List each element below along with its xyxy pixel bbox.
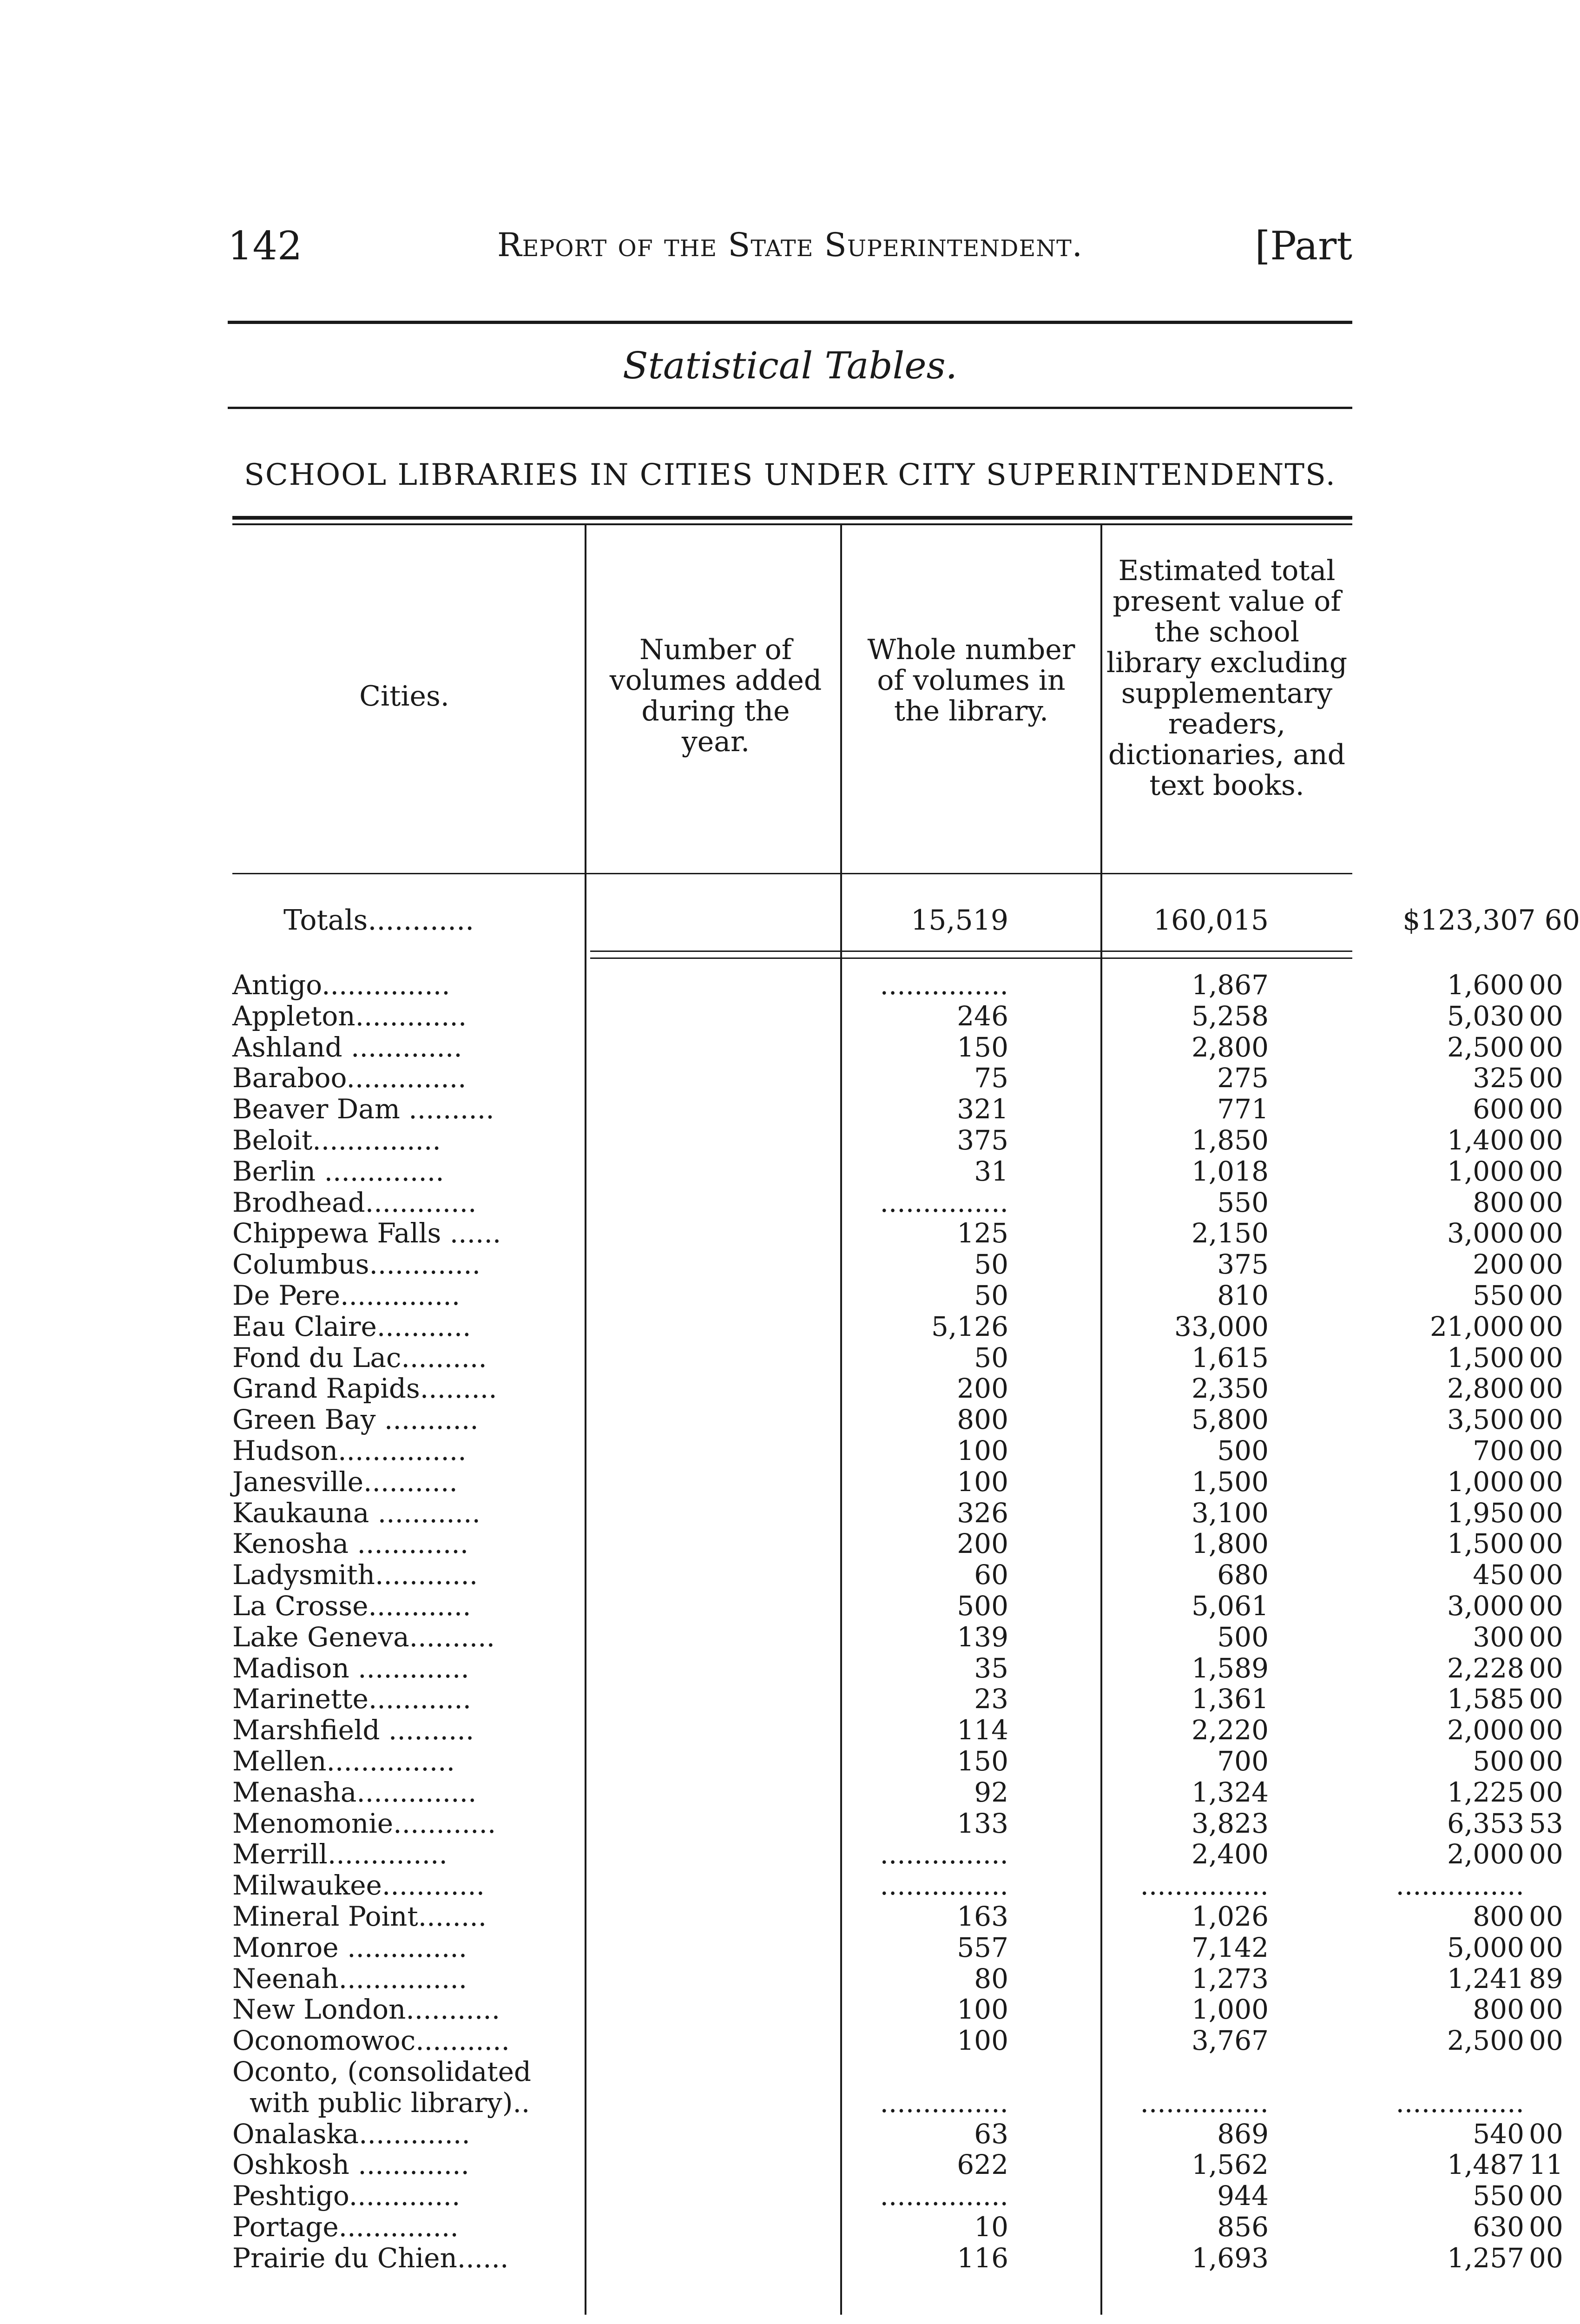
volumes-whole: ............... [1140, 2086, 1269, 2119]
table-row [232, 1745, 1563, 1777]
library-value-cents: 00 [1529, 1714, 1563, 1746]
table-row [232, 1155, 1563, 1187]
table-row [232, 1000, 1563, 1032]
library-value-cents: 00 [1529, 1466, 1563, 1498]
city-name: Beaver Dam .......... [232, 1093, 494, 1125]
volumes-whole: 375 [1217, 1248, 1269, 1281]
volumes-added: 50 [974, 1280, 1008, 1311]
volumes-added: 114 [957, 1714, 1008, 1746]
volumes-whole: 1,693 [1191, 2242, 1269, 2274]
volumes-whole: 1,273 [1191, 1962, 1269, 1994]
library-value: 800 [1473, 1186, 1524, 1218]
library-value: 550 [1473, 1280, 1524, 1311]
city-name: Ladysmith............ [232, 1559, 478, 1591]
totals-label: Totals............ [283, 904, 474, 937]
library-value: 1,225 [1447, 1776, 1524, 1808]
city-name: Ashland ............. [232, 1031, 462, 1063]
volumes-added: 80 [974, 1962, 1008, 1994]
volumes-added: ............... [880, 969, 1008, 1001]
library-value: 2,000 [1447, 1838, 1524, 1870]
city-name: Columbus............. [232, 1248, 481, 1281]
library-value: 5,000 [1447, 1931, 1524, 1963]
table-row [232, 1248, 1563, 1281]
library-value-cents: 11 [1529, 2149, 1563, 2181]
page-header [228, 223, 1352, 279]
volumes-added: 246 [957, 1000, 1008, 1032]
library-value-cents: 53 [1529, 1807, 1563, 1839]
city-name: Portage.............. [232, 2211, 459, 2243]
table-row [232, 1497, 1563, 1529]
volumes-added: 321 [957, 1093, 1008, 1125]
table-row [232, 1310, 1563, 1342]
library-value: 1,000 [1447, 1466, 1524, 1498]
volumes-whole: 550 [1217, 1186, 1269, 1218]
volumes-added: 100 [957, 1994, 1008, 2026]
volumes-added: 326 [957, 1497, 1008, 1529]
city-name: Brodhead............. [232, 1186, 477, 1218]
library-value-cents: 00 [1529, 1062, 1563, 1094]
volumes-whole: 2,150 [1191, 1217, 1269, 1249]
table-row [232, 1528, 1563, 1560]
volumes-added: ............... [880, 1186, 1008, 1218]
library-value: 630 [1473, 2211, 1524, 2243]
library-value: 600 [1473, 1093, 1524, 1125]
library-value: 1,600 [1447, 969, 1524, 1001]
library-value-cents: 00 [1529, 1404, 1563, 1436]
volumes-whole: 1,018 [1191, 1155, 1269, 1187]
library-value-cents: 00 [1529, 1590, 1563, 1622]
volumes-added: 60 [974, 1559, 1008, 1591]
city-name: Monroe .............. [232, 1931, 467, 1963]
library-value: 1,257 [1447, 2242, 1524, 2274]
library-value: 2,500 [1447, 2025, 1524, 2057]
table-row [232, 1807, 1563, 1839]
table-row [232, 1031, 1563, 1063]
table-row [232, 1869, 1524, 1901]
volumes-added: 50 [974, 1341, 1008, 1373]
city-name: Madison ............. [232, 1652, 469, 1684]
table-row [232, 1683, 1563, 1715]
volumes-added: 100 [957, 1466, 1008, 1498]
library-value: 700 [1473, 1435, 1524, 1466]
volumes-added: 125 [957, 1217, 1008, 1249]
city-name: Mineral Point........ [232, 1901, 487, 1932]
city-name: Onalaska............. [232, 2118, 470, 2150]
volumes-whole: 1,800 [1191, 1528, 1269, 1560]
volumes-added: ............... [880, 1838, 1008, 1870]
volumes-added: 375 [957, 1124, 1008, 1156]
page-number: 142 [228, 223, 303, 269]
library-value: 1,500 [1447, 1341, 1524, 1373]
city-name: Menasha.............. [232, 1776, 477, 1808]
table-row [232, 1776, 1563, 1808]
volumes-added: 23 [974, 1683, 1008, 1715]
volumes-added: ............... [880, 2086, 1008, 2119]
volumes-added: 133 [957, 1807, 1008, 1839]
library-value-cents: 00 [1529, 1186, 1563, 1218]
city-name: Neenah............... [232, 1962, 467, 1994]
library-value-cents: 00 [1529, 1310, 1563, 1342]
table-row [232, 2056, 1352, 2087]
library-value: 1,500 [1447, 1528, 1524, 1560]
volumes-whole: 810 [1217, 1280, 1269, 1311]
city-name: Hudson............... [232, 1435, 467, 1466]
volumes-whole: 5,800 [1191, 1404, 1269, 1436]
library-value-cents: 00 [1529, 1931, 1563, 1963]
volumes-whole: 869 [1217, 2118, 1269, 2150]
city-name: Peshtigo............. [232, 2180, 461, 2212]
column-header-value: Estimated total present value of the school library excluding supplementary readers, dictionaries, and text books. [1106, 555, 1348, 802]
volumes-whole: 7,142 [1191, 1931, 1269, 1963]
table-top-rule-2 [232, 523, 1352, 525]
table-row [232, 1373, 1563, 1405]
volumes-added: 116 [957, 2242, 1008, 2274]
table-row [232, 969, 1563, 1001]
totals-value: $123,307 60 [1402, 904, 1580, 937]
library-value-cents: 00 [1529, 1901, 1563, 1932]
table-row [232, 1559, 1563, 1591]
library-value: 200 [1473, 1248, 1524, 1281]
library-value: 1,585 [1447, 1683, 1524, 1715]
header-bottom-rule [232, 873, 1352, 874]
table-row [232, 2149, 1563, 2181]
library-value: 1,950 [1447, 1497, 1524, 1529]
table-row [232, 1901, 1563, 1932]
volumes-whole: 856 [1217, 2211, 1269, 2243]
city-name: Prairie du Chien...... [232, 2242, 509, 2274]
table-row [232, 1590, 1563, 1622]
library-value-cents: 00 [1529, 1838, 1563, 1870]
volumes-added: 200 [957, 1373, 1008, 1405]
library-value-cents: 00 [1529, 1621, 1563, 1653]
volumes-whole: 1,000 [1191, 1994, 1269, 2026]
table-row [232, 1466, 1563, 1498]
library-value-cents: 00 [1529, 1683, 1563, 1715]
volumes-added: 622 [957, 2149, 1008, 2181]
library-value: 325 [1473, 1062, 1524, 1094]
library-value: 2,228 [1447, 1652, 1524, 1684]
volumes-whole: 1,615 [1191, 1341, 1269, 1373]
library-value-cents: 00 [1529, 1000, 1563, 1032]
library-value: 450 [1473, 1559, 1524, 1591]
volumes-added: 200 [957, 1528, 1008, 1560]
city-name: Eau Claire........... [232, 1310, 471, 1342]
library-value: 540 [1473, 2118, 1524, 2150]
table-row [232, 1280, 1563, 1311]
volumes-whole: 1,589 [1191, 1652, 1269, 1684]
library-value: 3,000 [1447, 1217, 1524, 1249]
city-name: Marinette............ [232, 1683, 472, 1715]
part-label: [Part [1255, 223, 1352, 269]
city-name: Chippewa Falls ...... [232, 1217, 501, 1249]
library-value-cents: 00 [1529, 2180, 1563, 2212]
table-row [232, 1621, 1563, 1653]
table-top-rule [232, 516, 1352, 520]
section-rule [228, 407, 1352, 409]
library-value: 1,400 [1447, 1124, 1524, 1156]
city-name: Marshfield .......... [232, 1714, 474, 1746]
library-value-cents: 00 [1529, 2025, 1563, 2057]
volumes-added: 150 [957, 1745, 1008, 1777]
library-value: ............... [1396, 2086, 1524, 2119]
library-value-cents: 00 [1529, 1776, 1563, 1808]
table-row [232, 1404, 1563, 1436]
top-rule [228, 321, 1352, 324]
totals-whole: 160,015 [1153, 904, 1269, 937]
table-row [232, 2118, 1563, 2150]
library-value: 1,241 [1447, 1962, 1524, 1994]
volumes-added: 92 [974, 1776, 1008, 1808]
city-name: Green Bay ........... [232, 1404, 479, 1436]
volumes-whole: 1,361 [1191, 1683, 1269, 1715]
volumes-added: 35 [974, 1652, 1008, 1684]
table-row [232, 2086, 1524, 2119]
volumes-whole: 2,350 [1191, 1373, 1269, 1405]
column-header-whole: Whole number of volumes in the library. [867, 634, 1075, 727]
city-name: Oshkosh ............. [232, 2149, 469, 2181]
library-value-cents: 00 [1529, 1559, 1563, 1591]
library-value-cents: 00 [1529, 2211, 1563, 2243]
totals-added: 15,519 [911, 904, 1008, 937]
volumes-added: ............... [880, 2180, 1008, 2212]
volumes-added: 163 [957, 1901, 1008, 1932]
running-title: Report of the State Superintendent. [497, 226, 1083, 264]
library-value-cents: 00 [1529, 1155, 1563, 1187]
volumes-whole: 5,258 [1191, 1000, 1269, 1032]
city-name: Oconomowoc........... [232, 2025, 510, 2057]
library-value-cents: 00 [1529, 1217, 1563, 1249]
library-value-cents: 00 [1529, 1031, 1563, 1063]
table-row [232, 1062, 1563, 1094]
volumes-whole: 3,767 [1191, 2025, 1269, 2057]
table-row [232, 2025, 1563, 2057]
volumes-whole: 1,562 [1191, 2149, 1269, 2181]
volumes-added: 557 [957, 1931, 1008, 1963]
library-value: 1,000 [1447, 1155, 1524, 1187]
library-value-cents: 89 [1529, 1962, 1563, 1994]
library-value-cents: 00 [1529, 1528, 1563, 1560]
volumes-added: 500 [957, 1590, 1008, 1622]
volumes-added: 150 [957, 1031, 1008, 1063]
city-name: Baraboo.............. [232, 1062, 467, 1094]
library-value-cents: 00 [1529, 2118, 1563, 2150]
table-row [232, 1714, 1563, 1746]
volumes-whole: 33,000 [1174, 1310, 1269, 1342]
city-name: Lake Geneva.......... [232, 1621, 495, 1653]
library-value: 6,353 [1447, 1807, 1524, 1839]
volumes-whole: 2,400 [1191, 1838, 1269, 1870]
column-header-added: Number of volumes added during the year. [609, 634, 822, 758]
volumes-whole: 700 [1217, 1745, 1269, 1777]
section-title: Statistical Tables. [622, 344, 958, 387]
volumes-whole: 1,500 [1191, 1466, 1269, 1498]
volumes-added: 100 [957, 2025, 1008, 2057]
table-row [232, 1652, 1563, 1684]
city-name: with public library).. [232, 2086, 530, 2119]
library-value: 2,500 [1447, 1031, 1524, 1063]
volumes-whole: 771 [1217, 1093, 1269, 1125]
library-value-cents: 00 [1529, 1745, 1563, 1777]
table-row [232, 1931, 1563, 1963]
city-name: Oconto, (consolidated [232, 2056, 532, 2087]
totals-double-rule-1 [590, 951, 1352, 952]
volumes-whole: ............... [1140, 1869, 1269, 1901]
table-row [232, 1962, 1563, 1994]
city-name: Mellen............... [232, 1745, 455, 1777]
city-name: De Pere.............. [232, 1280, 461, 1311]
totals-row [232, 904, 1580, 937]
city-name: Appleton............. [232, 1000, 467, 1032]
city-name: Menomonie............ [232, 1807, 496, 1839]
library-value: 3,000 [1447, 1590, 1524, 1622]
library-value-cents: 00 [1529, 1497, 1563, 1529]
library-value: ............... [1396, 1869, 1524, 1901]
library-value-cents: 00 [1529, 1124, 1563, 1156]
table-row [232, 1435, 1563, 1466]
library-value-cents: 00 [1529, 1652, 1563, 1684]
volumes-whole: 1,850 [1191, 1124, 1269, 1156]
volumes-added: ............... [880, 1869, 1008, 1901]
city-name: Beloit............... [232, 1124, 441, 1156]
volumes-whole: 3,823 [1191, 1807, 1269, 1839]
volumes-whole: 5,061 [1191, 1590, 1269, 1622]
city-name: La Crosse............ [232, 1590, 471, 1622]
library-value-cents: 00 [1529, 1994, 1563, 2026]
table-row [232, 2242, 1563, 2274]
library-value-cents: 00 [1529, 1248, 1563, 1281]
table-row [232, 1186, 1563, 1218]
totals-double-rule-2 [590, 957, 1352, 959]
library-value: 550 [1473, 2180, 1524, 2212]
city-name: Antigo............... [232, 969, 450, 1001]
table-row [232, 1838, 1563, 1870]
table-title: SCHOOL LIBRARIES IN CITIES UNDER CITY SUPERINTENDENTS. [244, 458, 1336, 492]
city-name: Fond du Lac.......... [232, 1341, 487, 1373]
volumes-added: 100 [957, 1435, 1008, 1466]
library-value-cents: 00 [1529, 1435, 1563, 1466]
city-name: Berlin .............. [232, 1155, 444, 1187]
volumes-whole: 500 [1217, 1621, 1269, 1653]
volumes-added: 5,126 [931, 1310, 1008, 1342]
city-name: Merrill.............. [232, 1838, 448, 1870]
volumes-added: 75 [974, 1062, 1008, 1094]
volumes-whole: 2,220 [1191, 1714, 1269, 1746]
city-name: New London........... [232, 1994, 500, 2026]
volumes-whole: 1,026 [1191, 1901, 1269, 1932]
volumes-added: 31 [974, 1155, 1008, 1187]
table-row [232, 1994, 1563, 2026]
volumes-whole: 1,324 [1191, 1776, 1269, 1808]
volumes-added: 50 [974, 1248, 1008, 1281]
city-name: Janesville........... [232, 1466, 458, 1498]
table-row [232, 2211, 1563, 2243]
column-header-cities: Cities. [359, 680, 449, 713]
table-row [232, 1217, 1563, 1249]
library-value: 800 [1473, 1901, 1524, 1932]
volumes-whole: 680 [1217, 1559, 1269, 1591]
library-value: 2,800 [1447, 1373, 1524, 1405]
table-row [232, 1341, 1563, 1373]
volumes-added: 139 [957, 1621, 1008, 1653]
city-name: Kenosha ............. [232, 1528, 469, 1560]
library-value: 21,000 [1430, 1310, 1524, 1342]
library-value-cents: 00 [1529, 1280, 1563, 1311]
library-value-cents: 00 [1529, 1373, 1563, 1405]
volumes-whole: 500 [1217, 1435, 1269, 1466]
volumes-whole: 944 [1217, 2180, 1269, 2212]
city-name: Milwaukee............ [232, 1869, 485, 1901]
library-value: 300 [1473, 1621, 1524, 1653]
library-value: 1,487 [1447, 2149, 1524, 2181]
city-name: Grand Rapids......... [232, 1373, 497, 1405]
volumes-added: 63 [974, 2118, 1008, 2150]
volumes-whole: 3,100 [1191, 1497, 1269, 1529]
table-row [232, 1093, 1563, 1125]
library-value: 5,030 [1447, 1000, 1524, 1032]
library-value: 3,500 [1447, 1404, 1524, 1436]
volumes-whole: 1,867 [1191, 969, 1269, 1001]
city-name: Kaukauna ............ [232, 1497, 481, 1529]
library-value: 800 [1473, 1994, 1524, 2026]
volumes-added: 800 [957, 1404, 1008, 1436]
library-value: 2,000 [1447, 1714, 1524, 1746]
library-value-cents: 00 [1529, 2242, 1563, 2274]
library-value-cents: 00 [1529, 1341, 1563, 1373]
volumes-whole: 2,800 [1191, 1031, 1269, 1063]
volumes-whole: 275 [1217, 1062, 1269, 1094]
table-row [232, 1124, 1563, 1156]
library-value-cents: 00 [1529, 1093, 1563, 1125]
table-row [232, 2180, 1563, 2212]
library-value: 500 [1473, 1745, 1524, 1777]
library-value-cents: 00 [1529, 969, 1563, 1001]
volumes-added: 10 [974, 2211, 1008, 2243]
